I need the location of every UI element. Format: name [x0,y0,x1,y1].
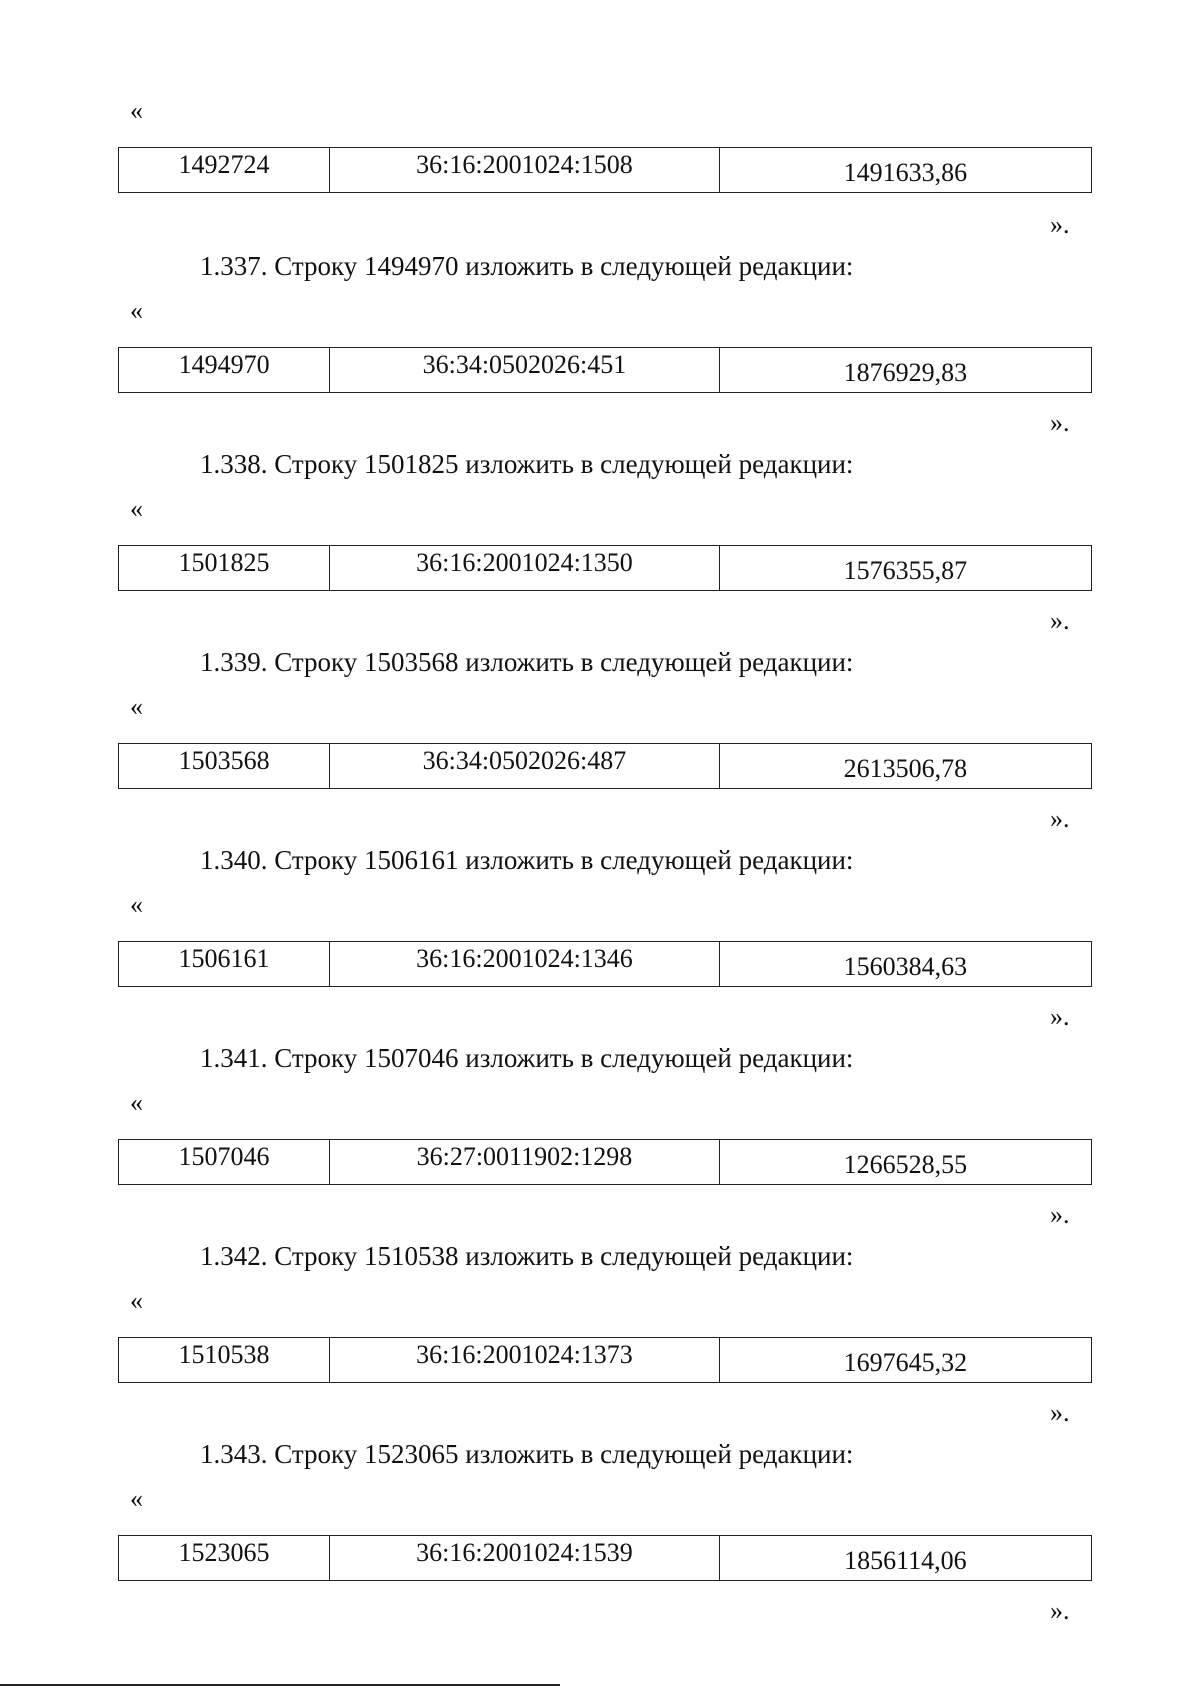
cadastral-number-cell: 36:16:2001024:1508 [330,148,720,193]
amendment-table-row [118,1535,1092,1581]
close-quote: ». [1050,1002,1070,1031]
row-number-cell: 1507046 [119,1140,330,1185]
cadastral-number-cell: 36:34:0502026:451 [330,348,720,393]
row-number-cell: 1492724 [119,148,330,193]
open-quote: « [130,96,143,125]
open-quote: « [130,1286,143,1315]
amendment-heading: 1.338. Строку 1501825 изложить в следующей редакции: [200,449,854,479]
close-quote: ». [1050,606,1070,635]
cadastral-value-text: 2613506,78 [843,754,968,783]
cadastral-value-cell [719,546,1091,591]
cadastral-number-cell: 36:27:0011902:1298 [330,1140,720,1185]
cadastral-value-text: 1856114,06 [844,1546,967,1575]
amendment-table-row [118,941,1092,987]
amendment-table-row [118,1139,1092,1185]
close-quote: ». [1050,408,1070,437]
amendment-table-row [118,147,1092,193]
row-number-cell: 1510538 [119,1338,330,1383]
cadastral-value-text: 1560384,63 [843,952,968,981]
cadastral-value-cell [719,1338,1091,1383]
amendment-table-row [118,545,1092,591]
amendment-table-row [118,347,1092,393]
amendment-table-row [118,743,1092,789]
cadastral-value-text: 1491633,86 [843,158,968,187]
cadastral-value-text: 1697645,32 [843,1348,968,1377]
cadastral-value-cell [719,744,1091,789]
cadastral-value-cell [719,1536,1091,1581]
close-quote: ». [1050,804,1070,833]
cadastral-number-cell: 36:16:2001024:1346 [330,942,720,987]
cadastral-value-cell [719,348,1091,393]
amendment-heading: 1.339. Строку 1503568 изложить в следующей редакции: [200,647,854,677]
cadastral-value-cell [719,1140,1091,1185]
footer-divider [0,1684,560,1686]
amendment-heading: 1.342. Строку 1510538 изложить в следующей редакции: [200,1241,854,1271]
amendment-heading: 1.343. Строку 1523065 изложить в следующей редакции: [200,1439,854,1469]
amendment-heading: 1.340. Строку 1506161 изложить в следующей редакции: [200,845,854,875]
open-quote: « [130,494,143,523]
open-quote: « [130,890,143,919]
cadastral-value-cell [719,942,1091,987]
close-quote: ». [1050,1596,1070,1625]
cadastral-number-cell: 36:16:2001024:1539 [330,1536,720,1581]
cadastral-value-text: 1576355,87 [843,556,968,585]
row-number-cell: 1503568 [119,744,330,789]
cadastral-value-text: 1266528,55 [843,1150,968,1179]
amendment-heading: 1.337. Строку 1494970 изложить в следующей редакции: [200,251,854,281]
row-number-cell: 1506161 [119,942,330,987]
cadastral-number-cell: 36:16:2001024:1373 [330,1338,720,1383]
row-number-cell: 1501825 [119,546,330,591]
cadastral-value-cell [719,148,1091,193]
cadastral-number-cell: 36:34:0502026:487 [330,744,720,789]
amendment-heading: 1.341. Строку 1507046 изложить в следующей редакции: [200,1043,854,1073]
close-quote: ». [1050,1200,1070,1229]
open-quote: « [130,1484,143,1513]
close-quote: ». [1050,210,1070,239]
open-quote: « [130,1088,143,1117]
open-quote: « [130,692,143,721]
row-number-cell: 1494970 [119,348,330,393]
cadastral-value-text: 1876929,83 [843,358,968,387]
close-quote: ». [1050,1398,1070,1427]
amendment-table-row [118,1337,1092,1383]
cadastral-number-cell: 36:16:2001024:1350 [330,546,720,591]
open-quote: « [130,296,143,325]
row-number-cell: 1523065 [119,1536,330,1581]
